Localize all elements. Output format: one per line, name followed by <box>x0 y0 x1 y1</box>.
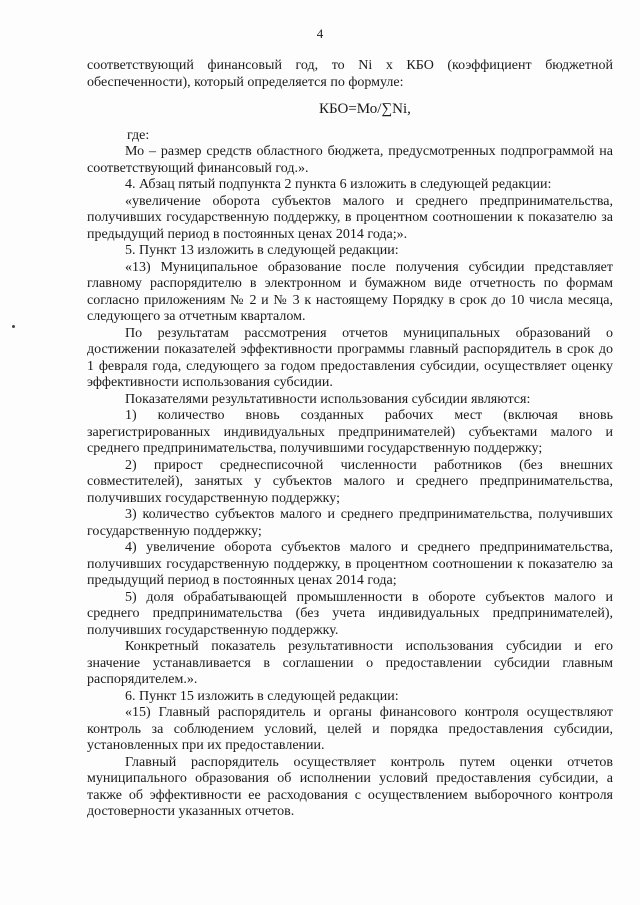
document-body <box>87 58 613 821</box>
indicators-intro: Показателями результативности использования субсидии являются: <box>125 391 531 407</box>
page-number: 4 <box>316 26 324 41</box>
item4-quote: «увеличение оборота субъектов малого и среднего предпринимательства, получивших государственную поддержку, в процентном соотношении к показателю за предыдущий период в постоянных ценах 2014 года;». <box>87 193 613 242</box>
item5-heading: 5. Пункт 13 изложить в следующей редакции: <box>125 243 399 258</box>
indicator-2: 2) прирост среднесписочной численности работников (без внешних совместителей), занятых у субъектов малого и среднего предпринимательства, получивших государственную поддержку; <box>87 457 613 506</box>
indicator-specific: Конкретный показатель результативности использования субсидии и его значение устанавливается в соглашении о предоставлении субсидии главным распорядителем.». <box>87 639 613 687</box>
item4-heading: 4. Абзац пятый подпункта 2 пункта 6 изложить в следующей редакции: <box>125 177 552 192</box>
indicator-5: 5) доля обрабатывающей промышленности в обороте субъектов малого и среднего предпринимательства (без учета индивидуальных предпринимателей), получивших государственную поддержку. <box>87 589 613 638</box>
p15-control: Главный распорядитель осуществляет контроль путем оценки отчетов муниципального образования об исполнении условий предоставления субсидии, а также об эффективности ее расходования с осуществлением выборочного контроля достоверности указанных отчетов. <box>87 754 613 819</box>
formula: КБО=Мо/∑Ni, <box>319 101 411 117</box>
indicator-4: 4) увеличение оборота субъектов малого и среднего предпринимательства, получивших государственную поддержку, в процентном соотношении к показателю за предыдущий период в постоянных ценах 2014 года; <box>87 540 613 588</box>
p13-evaluation: По результатам рассмотрения отчетов муниципальных образований о достижении показателей эффективности программы главный распорядитель в срок до 1 февраля года, следующего за годом предоставления субсидии, осуществляет оценку эффективности использования субсидии. <box>87 325 613 390</box>
p15-text: «15) Главный распорядитель и органы финансового контроля осуществляют контроль за соблюдением условий, целей и порядка предоставления субсидии, установленных при их предоставлении. <box>87 705 613 753</box>
indicator-3: 3) количество субъектов малого и среднего предпринимательства, получивших государственную поддержку; <box>87 507 613 539</box>
scan-speck <box>12 325 15 328</box>
p13-text: «13) Муниципальное образование после получения субсидии представляет главному распорядителю в электронном и бумажном виде отчетность по формам согласно приложениям № 2 и № 3 к настоящему Порядку в срок до 10 числа месяца, следующего за отчетным кварталом. <box>87 259 613 324</box>
indicator-1: 1) количество вновь созданных рабочих мест (включая вновь зарегистрированных индивидуальных предпринимателей) субъектами малого и среднего предпринимательства, получившими государственную поддержку; <box>87 408 613 456</box>
definition-mo: Мо – размер средств областного бюджета, предусмотренных подпрограммой на соответствующий финансовый год.». <box>87 144 613 176</box>
intro-paragraph: соответствующий финансовый год, то Ni х КБО (коэффициент бюджетной обеспеченности), который определяется по формуле: <box>87 58 613 90</box>
where-label: где: <box>127 127 150 143</box>
item6-heading: 6. Пункт 15 изложить в следующей редакции: <box>125 688 399 704</box>
